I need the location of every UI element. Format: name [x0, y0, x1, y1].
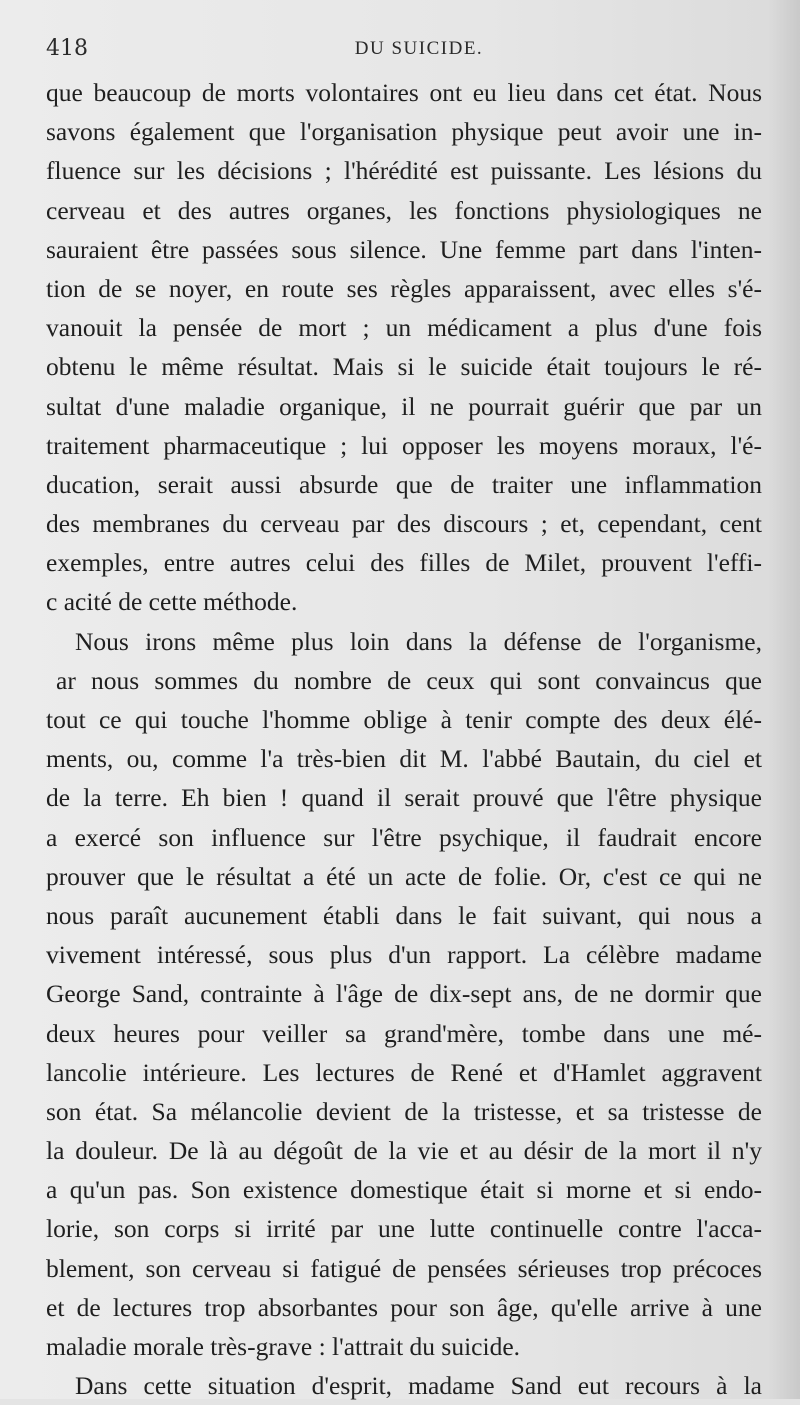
text-line: son état. Sa mélancolie devient de la tristesse, et sa tristesse de — [46, 1096, 762, 1126]
text-line: de la terre. Eh bien ! quand il serait prouvé que l'être physique — [46, 783, 762, 813]
text-line: Dans cette situation d'esprit, madame Sand eut recours à la — [75, 1371, 762, 1401]
text-line: ments, ou, comme l'a très-bien dit M. l'abbé Bautain, du ciel et — [46, 744, 762, 774]
page-header — [46, 36, 762, 64]
text-line: ducation, serait aussi absurde que de traiter une inflammation — [46, 469, 762, 499]
text-line: ar nous sommes du nombre de ceux qui sont convaincus que — [56, 665, 762, 695]
text-line: sultat d'une maladie organique, il ne pourrait guérir que par un — [46, 391, 762, 421]
text-line: tion de se noyer, en route ses règles apparaissent, avec elles s'é- — [46, 273, 762, 303]
text-line: cerveau et des autres organes, les fonctions physiologiques ne — [46, 195, 762, 225]
text-line: vivement intéressé, sous plus d'un rapport. La célèbre madame — [46, 940, 762, 970]
text-line: obtenu le même résultat. Mais si le suicide était toujours le ré- — [46, 352, 762, 382]
text-line: nous paraît aucunement établi dans le fait suivant, qui nous a — [46, 900, 762, 930]
running-head: DU SUICIDE. — [354, 38, 484, 59]
text-line: lancolie intérieure. Les lectures de René et d'Hamlet aggravent — [46, 1057, 762, 1087]
text-line: exemples, entre autres celui des filles de Milet, prouvent l'effi- — [46, 548, 762, 578]
text-line: que beaucoup de morts volontaires ont eu lieu dans cet état. Nous — [46, 78, 762, 107]
text-line: fluence sur les décisions ; l'hérédité est puissante. Les lésions du — [46, 156, 762, 186]
text-line: et de lectures trop absorbantes pour son âge, qu'elle arrive à une — [46, 1292, 762, 1322]
text-line: des membranes du cerveau par des discours ; et, cependant, cent — [46, 509, 762, 539]
text-line: c acité de cette méthode. — [46, 587, 298, 617]
text-line: a qu'un pas. Son existence domestique était si morne et si endo- — [46, 1175, 762, 1205]
text-line: deux heures pour veiller sa grand'mère, tombe dans une mé- — [46, 1018, 762, 1048]
text-line: a exercé son influence sur l'être psychique, il faudrait encore — [46, 822, 762, 852]
text-line: tout ce qui touche l'homme oblige à tenir compte des deux élé- — [46, 705, 762, 734]
text-line: George Sand, contrainte à l'âge de dix-sept ans, de ne dormir que — [46, 979, 762, 1009]
text-line: maladie morale très-grave : l'attrait du suicide. — [46, 1332, 521, 1361]
text-line: sauraient être passées sous silence. Une femme part dans l'inten- — [46, 234, 762, 264]
text-line: traitement pharmaceutique ; lui opposer les moyens moraux, l'é- — [46, 430, 762, 460]
body-text — [46, 73, 762, 1405]
text-line: vanouit la pensée de mort ; un médicament a plus d'une fois — [46, 313, 762, 343]
text-line: Nous irons même plus loin dans la défense de l'organisme, — [75, 626, 762, 656]
text-line: prouver que le résultat a été un acte de folie. Or, c'est ce qui ne — [46, 861, 762, 891]
text-line: savons également que l'organisation physique peut avoir une in- — [46, 117, 762, 147]
page-number: 418 — [46, 36, 88, 61]
text-line: blement, son cerveau si fatigué de pensées sérieuses trop précoces — [46, 1253, 762, 1283]
text-line: lorie, son corps si irrité par une lutte continuelle contre l'acca- — [46, 1214, 762, 1244]
text-line: la douleur. De là au dégoût de la vie et au désir de la mort il n'y — [46, 1136, 762, 1166]
